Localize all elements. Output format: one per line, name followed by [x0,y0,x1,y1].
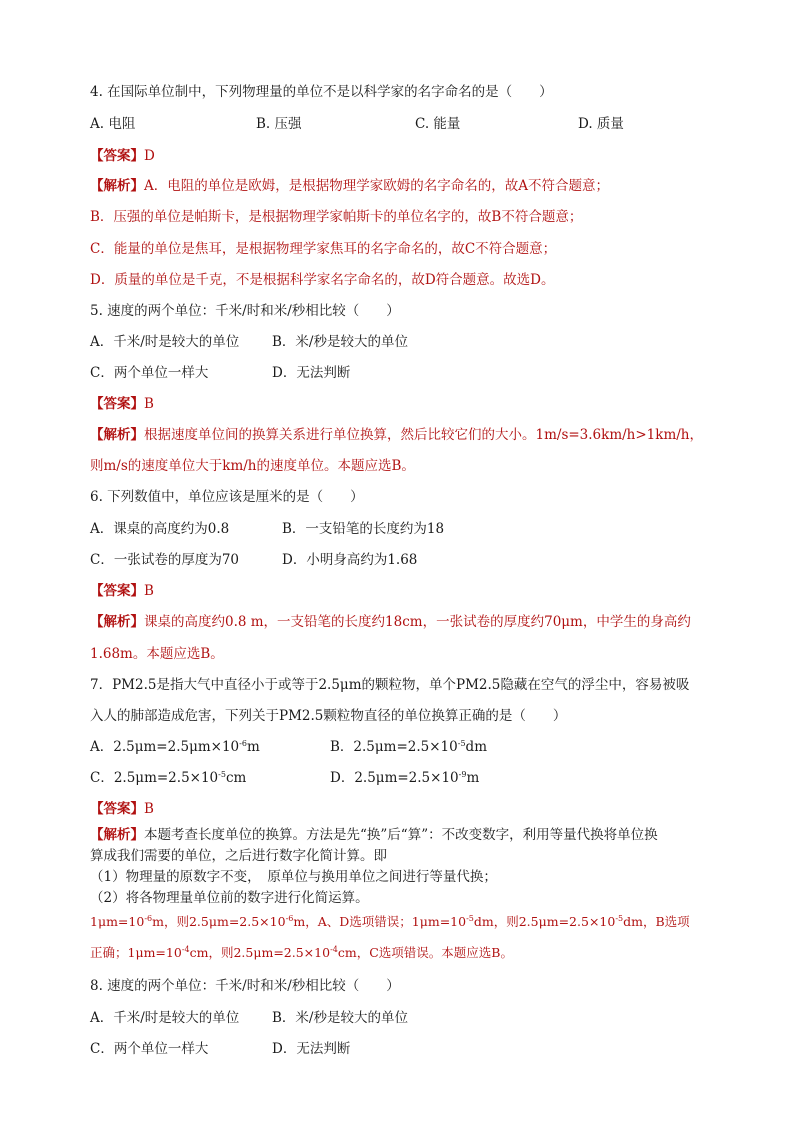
analysis-text: A．电阻的单位是欧姆，是根据物理学家欧姆的名字命名的，故A不符合题意； [144,178,609,194]
option-c: C. 能量 [415,116,461,132]
option-c: C．一张试卷的厚度为70 [90,552,240,568]
option-d: D. 质量 [578,116,624,132]
option-a: A．课桌的高度约为0.8 [90,521,230,537]
option-a: A．$2.5\mu m=2.5\mu m\times 10^{-6}m$ [90,739,260,755]
question-7-stem-2: 入人的肺部造成危害，下列关于PM2.5颗粒物直径的单位换算正确的是（ ） [90,708,567,724]
answer-value: B [144,396,154,412]
analysis-text: 课桌的高度约0.8 m，一支铅笔的长度约18cm，一张试卷的厚度约70μm，中学生的身高约 [144,614,691,630]
analysis-tag: 【解析】 [90,614,144,630]
option-a: A．千米/时是较大的单位 [90,1010,240,1026]
option-b: B．米/秒是较大的单位 [272,334,408,350]
question-4-analysis-4: D．质量的单位是千克，不是根据科学家名字命名的，故D符合题意。故选D。 [90,272,555,288]
question-4-analysis-3: C．能量的单位是焦耳，是根据物理学家焦耳的名字命名的，故C不符合题意； [90,241,557,257]
option-b: B．米/秒是较大的单位 [272,1010,408,1026]
question-8-stem: 8. 速度的两个单位：千米/时和米/秒相比较（ ） [90,978,400,994]
analysis-text: 本题考查长度单位的换算。方法是先“换”后“算”：不改变数字，利用等量代换将单位换 [144,827,658,843]
option-a: A．千米/时是较大的单位 [90,334,240,350]
question-7-analysis-2: 算成我们需要的单位，之后进行数字化简计算。即 [90,848,387,864]
answer-tag: 【答案】 [90,583,144,599]
question-7-stem-1: 7．PM2.5是指大气中直径小于或等于2.5μm的颗粒物，单个PM2.5隐藏在空气的浮尘中，容易被吸 [90,677,690,693]
option-d: D．无法判断 [272,365,351,381]
question-5-analysis-1 [90,425,720,445]
option-d: D．无法判断 [272,1041,351,1057]
answer-value: D [144,148,155,164]
answer-tag: 【答案】 [90,148,144,164]
option-b: B. 压强 [256,116,302,132]
question-6-analysis-1 [90,612,720,632]
question-4-answer [90,146,720,166]
question-5-stem: 5. 速度的两个单位：千米/时和米/秒相比较（ ） [90,303,400,319]
question-4-analysis-2: B．压强的单位是帕斯卡，是根据物理学家帕斯卡的单位名字的，故B不符合题意； [90,209,583,225]
question-6-stem: 6. 下列数值中，单位应该是厘米的是（ ） [90,489,364,505]
answer-tag: 【答案】 [90,396,144,412]
question-7-analysis-5: $1\mu m=10^{-6}m$，则$2.5\mu m=2.5\times 10^{-6}m$，A、D选项错误；$1\mu m=10^{-5}dm$，则$2.5\mu m=2.5\times 10^{-5}dm$，B选项 [90,914,690,929]
answer-tag: 【答案】 [90,801,144,817]
option-b: B．一支铅笔的长度约为18 [282,521,445,537]
question-7-analysis-6: 正确；$1\mu m=10^{-4}cm$，则$2.5\mu m=2.5\times 10^{-4}cm$，C选项错误。本题应选B。 [90,945,513,960]
question-4-stem: 4. 在国际单位制中，下列物理量的单位不是以科学家的名字命名的是（ ） [90,84,553,100]
analysis-tag: 【解析】 [90,827,144,843]
question-5-answer [90,394,720,414]
answer-value: B [144,583,154,599]
question-7-answer [90,799,720,819]
question-5-analysis-2: 则m/s的速度单位大于km/h的速度单位。本题应选B。 [90,458,415,474]
question-4-analysis-1 [90,176,720,196]
question-6-analysis-2: 1.68m。本题应选B。 [90,646,224,662]
question-7-analysis-4: （2）将各物理量单位前的数字进行化简运算。 [90,890,369,906]
analysis-text: 根据速度单位间的换算关系进行单位换算，然后比较它们的大小。1m/s=3.6km/h>1km/h， [144,427,703,443]
option-b: B．$2.5\mu m=2.5\times 10^{-5}dm$ [330,739,487,755]
option-d: D．小明身高约为1.68 [282,552,418,568]
option-c: C．$2.5\mu m=2.5\times 10^{-5}cm$ [90,770,247,786]
question-7-analysis-1 [90,825,720,845]
answer-value: B [144,801,154,817]
option-c: C．两个单位一样大 [90,1041,209,1057]
analysis-tag: 【解析】 [90,178,144,194]
question-6-answer [90,581,720,601]
option-d: D．$2.5\mu m=2.5\times 10^{-9}m$ [330,770,480,786]
option-a: A. 电阻 [90,116,136,132]
analysis-tag: 【解析】 [90,427,144,443]
question-7-analysis-3: （1）物理量的原数字不变， 原单位与换用单位之间进行等量代换； [90,869,497,885]
option-c: C．两个单位一样大 [90,365,209,381]
